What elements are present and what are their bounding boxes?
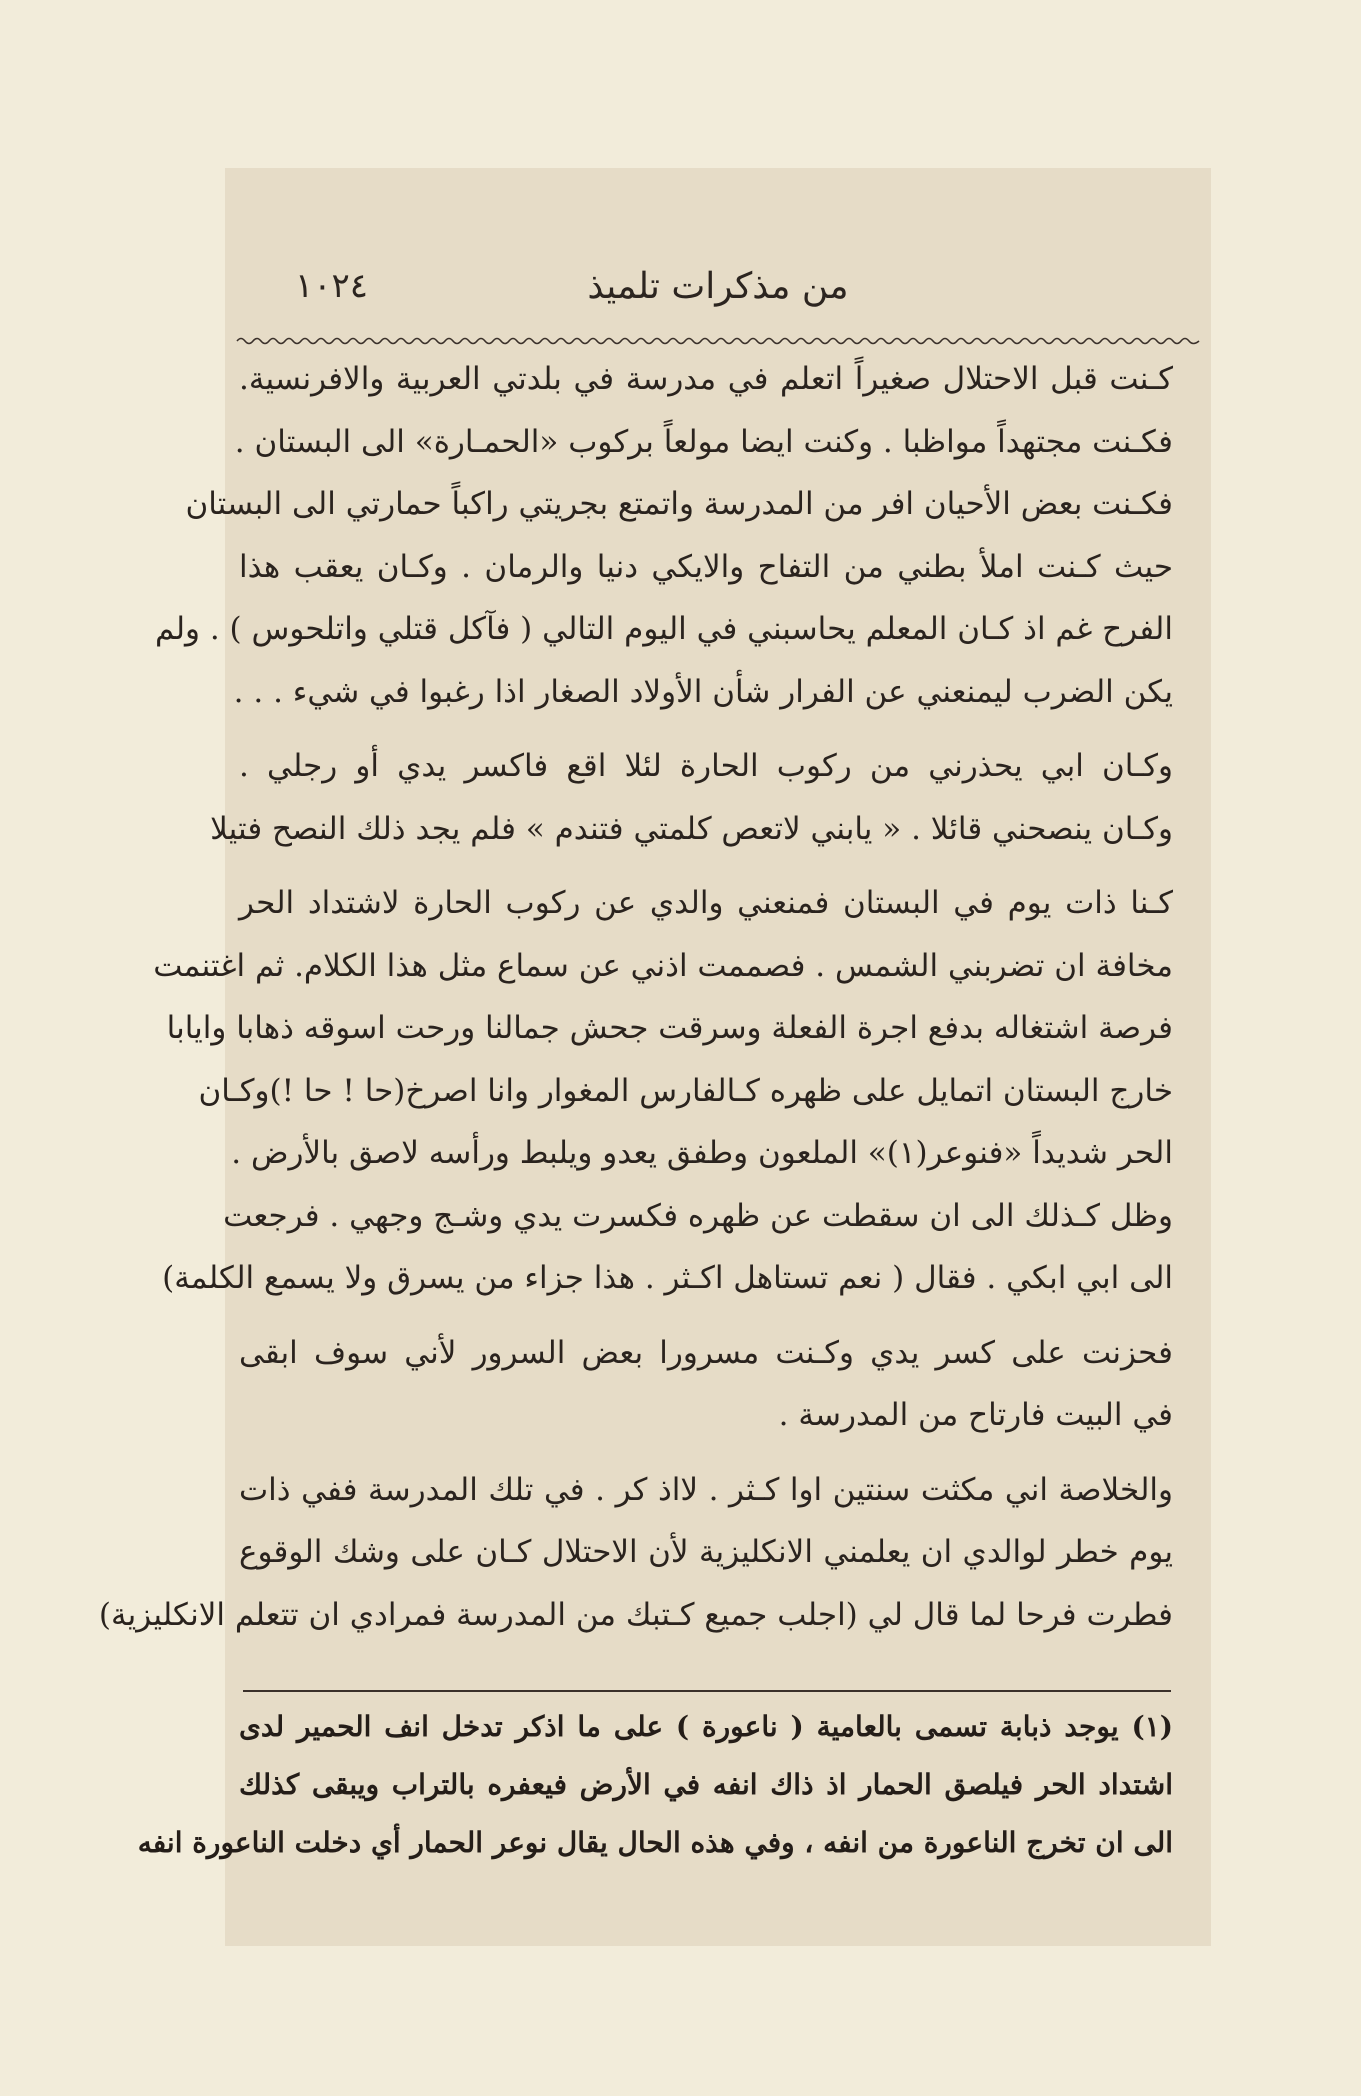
body-text xyxy=(98,348,1173,1646)
text-line: حيث كـنت املأ بطني من التفاح والايكي دنيا والرمان . وكـان يعقب هذا xyxy=(239,548,1173,585)
paragraph xyxy=(154,348,1173,723)
paragraph xyxy=(239,1322,1173,1447)
text-line: يكن الضرب ليمنعني عن الفرار شأن الأولاد الصغار اذا رغبوا في شيء . . . xyxy=(233,673,1173,710)
running-title: من مذكرات تلميذ xyxy=(587,266,849,307)
text-line: فرصة اشتغاله بدفع اجرة الفعلة وسرقت جحش جمالنا ورحت اسوقه ذهابا وايابا xyxy=(166,1010,1173,1046)
footnote-line: (١) يوجد ذبابة تسمى بالعامية ( ناعورة ) على ما اذكر تدخل انف الحمير لدى xyxy=(239,1710,1173,1743)
text-line: كـنت قبل الاحتلال صغيراً اتعلم في مدرسة في بلدتي العربية والافرنسية. xyxy=(239,361,1173,397)
text-line: والخلاصة اني مكثت سنتين اوا كـثر . لااذ كر . في تلك المدرسة ففي ذات xyxy=(239,1471,1173,1508)
text-line: الفرح غم اذ كـان المعلم يحاسبني في اليوم التالي ( فآكل قتلي واتلحوس ) . ولم xyxy=(154,611,1173,647)
header-wavy-rule xyxy=(237,336,1199,346)
text-line: فكـنت بعض الأحيان افر من المدرسة واتمتع بجريتي راكباً حمارتي الى البستان xyxy=(185,486,1173,522)
text-line: الحر شديداً «فنوعر(١)» الملعون وطفق يعدو ويلبط ورأسه لاصق بالأرض . xyxy=(231,1135,1173,1171)
text-line: فطرت فرحا لما قال لي (اجلب جميع كـتبك من المدرسة فمرادي ان تتعلم الانكليزية) xyxy=(98,1596,1173,1633)
text-line: في البيت فارتاح من المدرسة . xyxy=(778,1397,1173,1433)
footnote-divider xyxy=(243,1690,1171,1692)
text-line: خارج البستان اتمايل على ظهره كـالفارس المغوار وانا اصرخ(حا ! حا !)وكـان xyxy=(198,1072,1173,1109)
text-line: الى ابي ابكي . فقال ( نعم تستاهل اكـثر . هذا جزاء من يسرق ولا يسمع الكلمة) xyxy=(162,1260,1173,1296)
book-page xyxy=(98,168,1211,1946)
text-line: وظل كـذلك الى ان سقطت عن ظهره فكسرت يدي وشـج وجهي . فرجعت xyxy=(223,1197,1173,1234)
text-line: وكـان ابي يحذرني من ركوب الحارة لئلا اقع فاكسر يدي أو رجلي . xyxy=(239,748,1173,784)
footnote-line: الى ان تخرج الناعورة من انفه ، وفي هذه الحال يقال نوعر الحمار أي دخلت الناعورة انفه xyxy=(137,1826,1173,1859)
text-line: وكـان ينصحني قائلا . « يابني لاتعص كلمتي فتندم » فلم يجد ذلك النصح فتيلا xyxy=(210,810,1173,847)
page-header xyxy=(225,266,1211,326)
page-number: ١٠٢٤ xyxy=(295,266,369,306)
text-line: فحزنت على كسر يدي وكـنت مسرورا بعض السرور لأني سوف ابقى xyxy=(239,1334,1173,1371)
footnote-line: اشتداد الحر فيلصق الحمار اذ ذاك انفه في الأرض فيعفره بالتراب ويبقى كذلك xyxy=(239,1768,1173,1801)
text-line: مخافة ان تضربني الشمس . فصممت اذني عن سماع مثل هذا الكلام. ثم اغتنمت xyxy=(153,947,1173,984)
paragraph xyxy=(153,872,1173,1310)
footnotes xyxy=(137,1698,1173,1872)
text-line: يوم خطر لوالدي ان يعلمني الانكليزية لأن الاحتلال كـان على وشك الوقوع xyxy=(239,1534,1173,1570)
text-line: فكـنت مجتهداً مواظبا . وكنت ايضا مولعاً بركوب «الحمـارة» الى البستان . xyxy=(234,423,1173,460)
paragraph xyxy=(210,735,1173,860)
paragraph xyxy=(98,1459,1173,1647)
text-line: كـنا ذات يوم في البستان فمنعني والدي عن ركوب الحارة لاشتداد الحر xyxy=(239,885,1173,921)
